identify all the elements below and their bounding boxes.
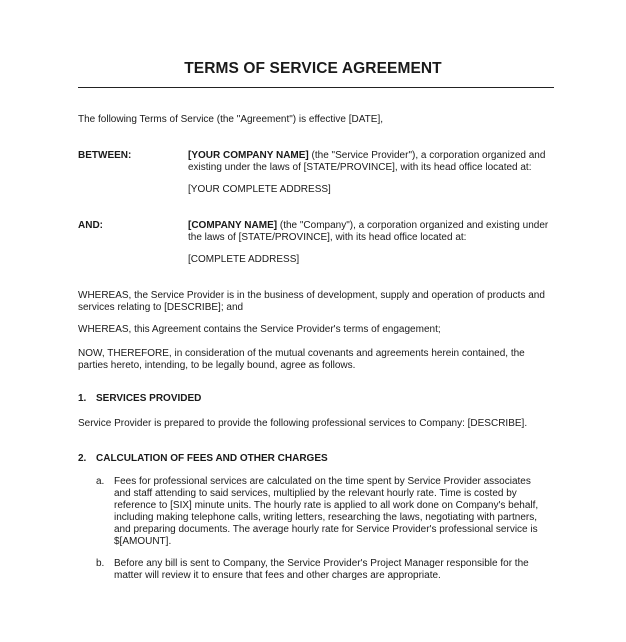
section-number: 1.: [78, 393, 87, 404]
company-party-description: [188, 220, 553, 244]
provider-name: [YOUR COMPANY NAME]: [188, 150, 309, 161]
recital-paragraph: WHEREAS, this Agreement contains the Service Provider's terms of engagement;: [78, 324, 441, 335]
list-item-text: Fees for professional services are calculated on the time spent by Service Provider associates and staff attending to said services, multiplied by the relevant hourly rate. Time is costed by reference to [SIX] minute units. The hourly rate is applied to all work done on Company's behalf, including making telephone calls, writing letters, researching the laws, negotiating with partners, and preparing documents. The average hourly rate for Service Provider's professional service is $[AMOUNT].: [114, 476, 539, 547]
list-item-letter: a.: [96, 476, 105, 487]
section-number: 2.: [78, 453, 87, 464]
provider-description: (the "Service Provider"), a corporation organized and existing under the laws of [STATE/PROVINCE], with its head office located at:: [188, 150, 546, 173]
provider-address: [YOUR COMPLETE ADDRESS]: [188, 184, 331, 195]
between-label: BETWEEN:: [78, 150, 132, 161]
section-title: CALCULATION OF FEES AND OTHER CHARGES: [96, 453, 328, 464]
title-divider: [78, 87, 554, 88]
list-item-text: Before any bill is sent to Company, the Service Provider's Project Manager responsible for the matter will review it to ensure that fees and other charges are appropriate.: [114, 558, 529, 581]
section-heading: [78, 393, 201, 405]
list-item-letter: b.: [96, 558, 105, 569]
company-description: (the "Company"), a corporation organized and existing under the laws of [STATE/PROVINCE], with its head office located at:: [188, 220, 549, 243]
provider-party-description: [188, 150, 553, 174]
recital-paragraph: NOW, THEREFORE, in consideration of the mutual covenants and agreements herein contained, the parties hereto, intending, to be legally bound, agree as follows.: [78, 348, 525, 371]
document-title: TERMS OF SERVICE AGREEMENT: [184, 60, 442, 77]
section-title: SERVICES PROVIDED: [96, 393, 202, 404]
section-body: Service Provider is prepared to provide the following professional services to Company: [DESCRIBE].: [78, 418, 528, 429]
company-address: [COMPLETE ADDRESS]: [188, 254, 300, 265]
section-heading: [78, 453, 328, 465]
company-name: [COMPANY NAME]: [188, 220, 278, 231]
and-label: AND:: [78, 220, 103, 231]
recital-paragraph: WHEREAS, the Service Provider is in the business of development, supply and operation of products and services relating to [DESCRIBE]; and: [78, 290, 545, 313]
intro-paragraph: The following Terms of Service (the "Agreement") is effective [DATE],: [78, 114, 383, 125]
